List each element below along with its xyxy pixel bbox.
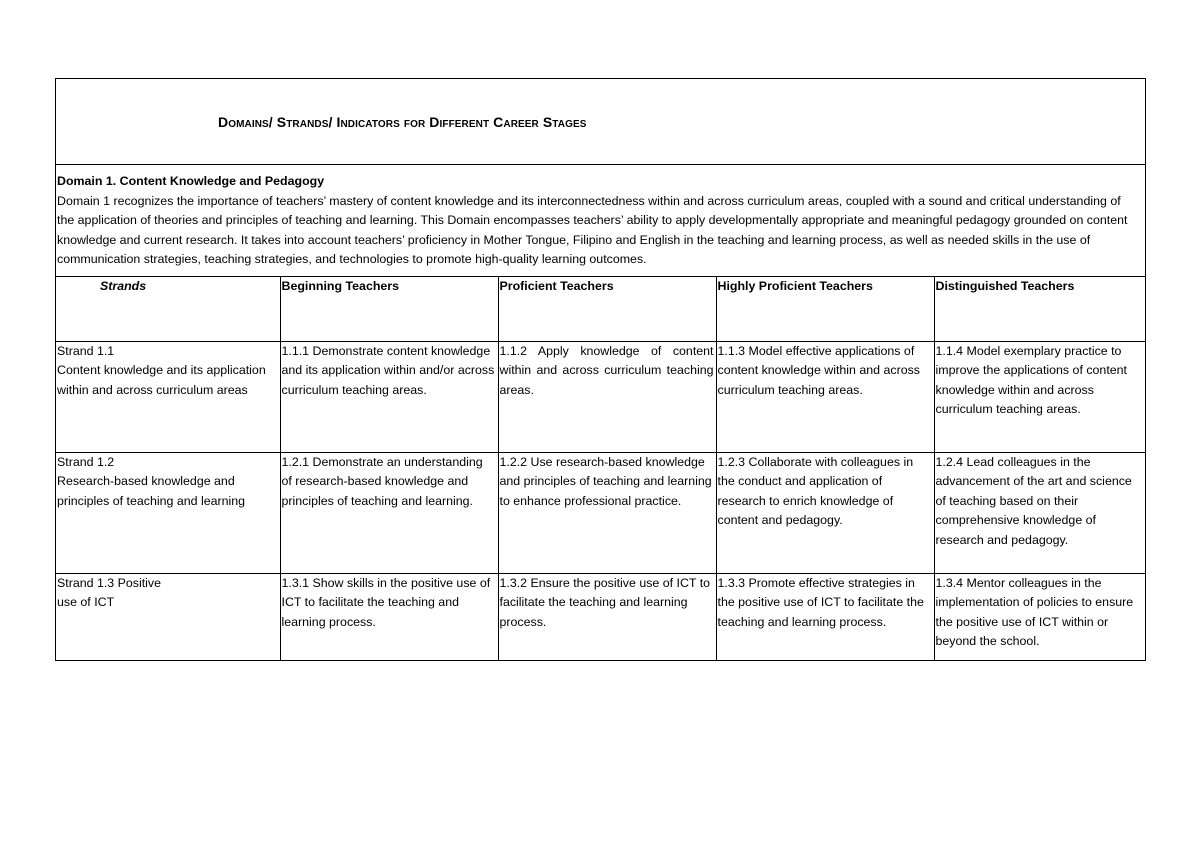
header-strands: Strands [56, 277, 280, 342]
header-proficient: Proficient Teachers [498, 277, 716, 342]
table-row [56, 341, 1145, 452]
strand-cell [56, 573, 280, 660]
indicators-grid [56, 277, 1145, 660]
header-row [56, 277, 1145, 342]
indicator-highly-proficient: 1.1.3 Model effective applications of content knowledge within and across curriculum teaching areas. [716, 341, 934, 452]
strand-cell [56, 341, 280, 452]
indicator-distinguished: 1.1.4 Model exemplary practice to improve the applications of content knowledge within and across curriculum teaching areas. [934, 341, 1145, 452]
indicator-beginning: 1.2.1 Demonstrate an understanding of research-based knowledge and principles of teaching and learning. [280, 452, 498, 573]
indicator-proficient: 1.1.2 Apply knowledge of content within and across curriculum teaching areas. [498, 341, 716, 452]
table-row [56, 573, 1145, 660]
strand-description: use of ICT [57, 595, 115, 610]
header-highly-proficient: Highly Proficient Teachers [716, 277, 934, 342]
page-title: Domains/ Strands/ Indicators for Different Career Stages [218, 114, 587, 130]
indicator-proficient: 1.2.2 Use research-based knowledge and principles of teaching and learning to enhance professional practice. [498, 452, 716, 573]
title-row [56, 79, 1145, 165]
header-beginning: Beginning Teachers [280, 277, 498, 342]
table-row [56, 452, 1145, 573]
domain-description-block [56, 165, 1145, 277]
indicator-proficient: 1.3.2 Ensure the positive use of ICT to facilitate the teaching and learning process. [498, 573, 716, 660]
strand-description: Content knowledge and its application within and across curriculum areas [57, 363, 266, 397]
domain-description: Domain 1 recognizes the importance of teachers’ mastery of content knowledge and its interconnectedness within and across curriculum areas, coupled with a sound and critical understanding of the application of theories and principles of teaching and learning. This Domain encompasses teachers’ ability to apply developmentally appropriate and meaningful pedagogy grounded on content knowledge and current research. It takes into account teachers’ proficiency in Mother Tongue, Filipino and English in the teaching and learning process, as well as needed skills in the use of communication strategies, teaching strategies, and technologies to promote high-quality learning outcomes. [57, 193, 1128, 267]
header-distinguished: Distinguished Teachers [934, 277, 1145, 342]
indicator-highly-proficient: 1.2.3 Collaborate with colleagues in the conduct and application of research to enrich knowledge of content and pedagogy. [716, 452, 934, 573]
domain-table [55, 78, 1146, 661]
indicator-distinguished: 1.3.4 Mentor colleagues in the implementation of policies to ensure the positive use of ICT within or beyond the school. [935, 575, 1134, 649]
indicator-beginning: 1.1.1 Demonstrate content knowledge and its application within and/or across curriculum teaching areas. [280, 341, 498, 452]
strand-description: Research-based knowledge and principles of teaching and learning [57, 474, 246, 508]
domain-heading: Domain 1. Content Knowledge and Pedagogy [57, 174, 325, 188]
strand-title: Strand 1.3 Positive [57, 575, 162, 590]
strand-title: Strand 1.2 [57, 454, 115, 469]
strand-cell [56, 452, 280, 573]
indicator-beginning: 1.3.1 Show skills in the positive use of ICT to facilitate the teaching and learning process. [280, 573, 498, 660]
indicator-highly-proficient: 1.3.3 Promote effective strategies in the positive use of ICT to facilitate the teaching and learning process. [716, 573, 934, 660]
strand-title: Strand 1.1 [57, 343, 115, 358]
indicator-distinguished: 1.2.4 Lead colleagues in the advancement of the art and science of teaching based on their comprehensive knowledge of research and pedagogy. [934, 452, 1145, 573]
